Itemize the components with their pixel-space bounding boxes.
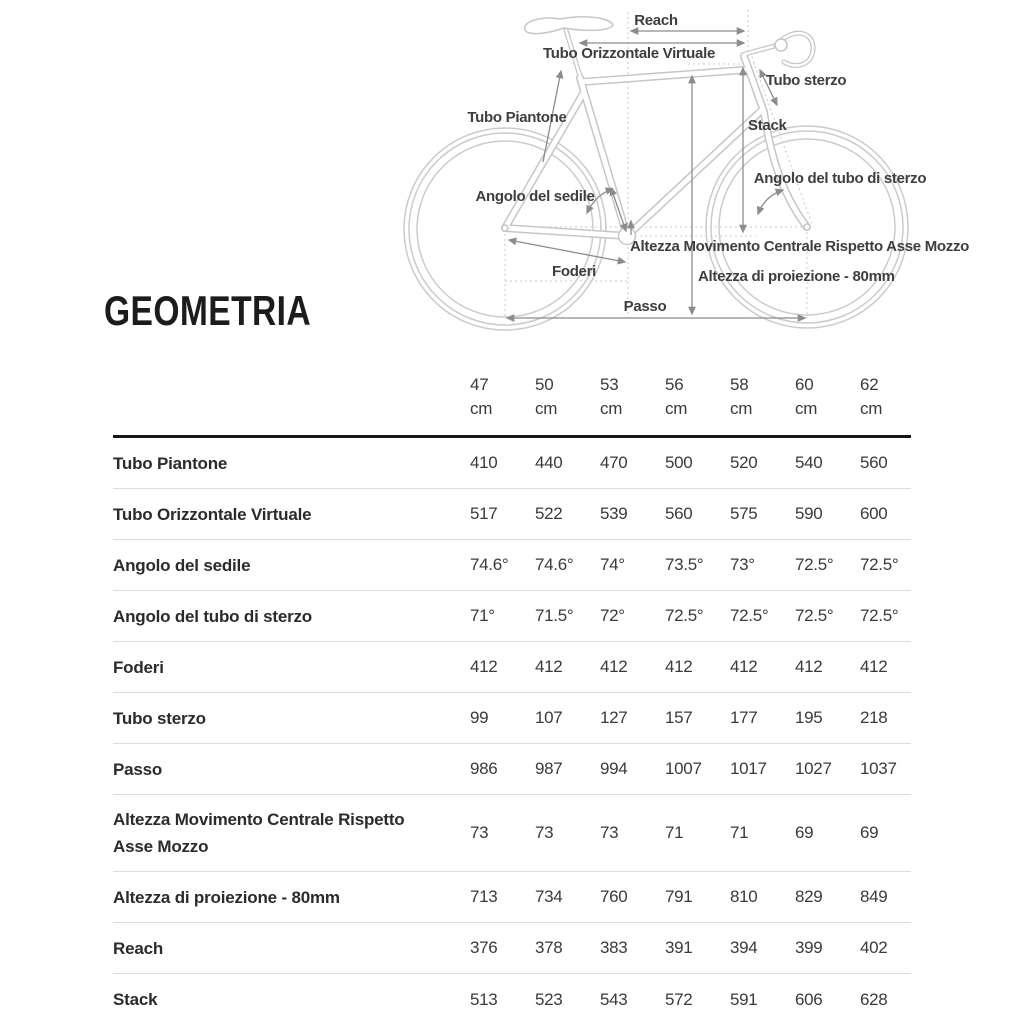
table-row bbox=[113, 591, 911, 642]
cell-value: 1017 bbox=[730, 759, 767, 778]
row-label: Passo bbox=[113, 759, 163, 779]
chainstay-arrow bbox=[509, 240, 625, 262]
cell-value: 69 bbox=[795, 823, 814, 842]
cell-value: 218 bbox=[860, 708, 888, 727]
cell-value: 74.6° bbox=[470, 555, 509, 574]
cell-value: 399 bbox=[795, 938, 823, 957]
table-body bbox=[113, 438, 911, 1025]
row-label: Stack bbox=[113, 990, 158, 1009]
table-header-row bbox=[113, 373, 911, 438]
cell-value: 402 bbox=[860, 938, 888, 957]
cell-value: 412 bbox=[600, 657, 628, 676]
cell-value: 986 bbox=[470, 759, 498, 778]
cell-value: 74° bbox=[600, 555, 625, 574]
cell-value: 543 bbox=[600, 989, 628, 1009]
table-row bbox=[113, 872, 911, 923]
cell-value: 994 bbox=[600, 759, 628, 778]
cell-value: 412 bbox=[795, 657, 823, 676]
label-seat-angle: Angolo del sedile bbox=[475, 188, 595, 205]
row-label: Tubo Piantone bbox=[113, 453, 228, 473]
label-projection-height: Altezza di proiezione - 80mm bbox=[698, 268, 895, 285]
cell-value: 410 bbox=[470, 453, 498, 472]
cell-value: 590 bbox=[795, 504, 823, 523]
cell-value: 791 bbox=[665, 887, 693, 906]
cell-value: 713 bbox=[470, 887, 498, 906]
cell-value: 195 bbox=[795, 708, 823, 727]
cell-value: 157 bbox=[665, 708, 693, 727]
cell-value: 440 bbox=[535, 453, 563, 472]
cell-value: 73 bbox=[600, 823, 619, 842]
cell-value: 376 bbox=[470, 938, 498, 957]
cell-value: 69 bbox=[860, 823, 879, 842]
cell-value: 849 bbox=[860, 887, 888, 906]
cell-value: 72.5° bbox=[860, 606, 899, 625]
cell-value: 71° bbox=[470, 606, 495, 625]
cell-value: 591 bbox=[730, 989, 758, 1009]
cell-value: 72.5° bbox=[795, 555, 834, 574]
cell-value: 127 bbox=[600, 708, 628, 727]
cell-value: 71 bbox=[730, 823, 749, 842]
cell-value: 760 bbox=[600, 887, 628, 906]
column-header: 62 cm bbox=[860, 375, 883, 418]
column-header: 56 cm bbox=[665, 375, 688, 418]
handlebar bbox=[775, 33, 813, 65]
cell-value: 600 bbox=[860, 504, 888, 523]
row-label: Angolo del sedile bbox=[113, 555, 251, 575]
label-wheelbase: Passo bbox=[623, 298, 667, 315]
cell-value: 1037 bbox=[860, 759, 897, 778]
label-reach: Reach bbox=[634, 12, 678, 29]
cell-value: 513 bbox=[470, 989, 498, 1009]
cell-value: 394 bbox=[730, 938, 758, 957]
cell-value: 412 bbox=[730, 657, 758, 676]
row-label: Altezza Movimento Centrale Rispetto Asse Mozzo bbox=[113, 810, 405, 856]
row-label: Tubo sterzo bbox=[113, 708, 206, 728]
head-angle-arc bbox=[758, 190, 783, 214]
cell-value: 500 bbox=[665, 453, 693, 472]
cell-value: 412 bbox=[665, 657, 693, 676]
row-label: Reach bbox=[113, 938, 164, 958]
cell-value: 560 bbox=[665, 504, 693, 523]
column-header: 53 cm bbox=[600, 375, 623, 418]
cell-value: 606 bbox=[795, 989, 823, 1009]
cell-value: 72.5° bbox=[795, 606, 834, 625]
table-row bbox=[113, 438, 911, 489]
cell-value: 412 bbox=[470, 657, 498, 676]
rear-hub bbox=[502, 225, 508, 231]
cell-value: 810 bbox=[730, 887, 758, 906]
cell-value: 520 bbox=[730, 453, 758, 472]
cell-value: 73 bbox=[535, 823, 554, 842]
cell-value: 829 bbox=[795, 887, 823, 906]
column-header: 50 cm bbox=[535, 375, 558, 418]
cell-value: 73.5° bbox=[665, 555, 704, 574]
cell-value: 539 bbox=[600, 504, 628, 523]
cell-value: 378 bbox=[535, 938, 563, 957]
cell-value: 74.6° bbox=[535, 555, 574, 574]
cell-value: 628 bbox=[860, 989, 888, 1009]
table-row bbox=[113, 642, 911, 693]
column-header: 60 cm bbox=[795, 375, 818, 418]
cell-value: 572 bbox=[665, 989, 693, 1009]
cell-value: 412 bbox=[535, 657, 563, 676]
label-chainstay: Foderi bbox=[551, 263, 597, 280]
cell-value: 72.5° bbox=[665, 606, 704, 625]
cell-value: 391 bbox=[665, 938, 693, 957]
front-hub bbox=[804, 224, 810, 230]
table-row bbox=[113, 489, 911, 540]
cell-value: 107 bbox=[535, 708, 563, 727]
cell-value: 73° bbox=[730, 555, 755, 574]
table-row bbox=[113, 974, 911, 1025]
cell-value: 412 bbox=[860, 657, 888, 676]
cell-value: 523 bbox=[535, 989, 563, 1009]
column-header: 58 cm bbox=[730, 375, 753, 418]
cell-value: 560 bbox=[860, 453, 888, 472]
label-top-tube: Tubo Orizzontale Virtuale bbox=[543, 45, 715, 62]
page-title: GEOMETRIA bbox=[104, 287, 312, 334]
header-spacer bbox=[113, 373, 470, 421]
cell-value: 1007 bbox=[665, 759, 702, 778]
label-bb-drop: Altezza Movimento Centrale Rispetto Asse Mozzo bbox=[630, 238, 970, 255]
cell-value: 72.5° bbox=[860, 555, 899, 574]
cell-value: 987 bbox=[535, 759, 563, 778]
cell-value: 71.5° bbox=[535, 606, 574, 625]
table-row bbox=[113, 795, 911, 872]
cell-value: 71 bbox=[665, 823, 684, 842]
label-head-tube: Tubo sterzo bbox=[765, 72, 847, 89]
cell-value: 540 bbox=[795, 453, 823, 472]
row-label: Foderi bbox=[113, 657, 164, 677]
row-label: Tubo Orizzontale Virtuale bbox=[113, 504, 312, 524]
cell-value: 99 bbox=[470, 708, 489, 727]
table-row bbox=[113, 693, 911, 744]
row-label: Altezza di proiezione - 80mm bbox=[113, 887, 340, 907]
table-row bbox=[113, 923, 911, 974]
geometry-table bbox=[113, 373, 911, 1025]
cell-value: 734 bbox=[535, 887, 563, 906]
column-header: 47 cm bbox=[470, 375, 493, 418]
cell-value: 522 bbox=[535, 504, 563, 523]
cell-value: 1027 bbox=[795, 759, 832, 778]
table-row bbox=[113, 744, 911, 795]
cell-value: 517 bbox=[470, 504, 498, 523]
table-row bbox=[113, 540, 911, 591]
cell-value: 177 bbox=[730, 708, 758, 727]
cell-value: 73 bbox=[470, 823, 489, 842]
label-seat-tube: Tubo Piantone bbox=[467, 109, 567, 126]
label-head-angle: Angolo del tubo di sterzo bbox=[753, 170, 927, 187]
cell-value: 470 bbox=[600, 453, 628, 472]
cell-value: 72.5° bbox=[730, 606, 769, 625]
row-label: Angolo del tubo di sterzo bbox=[113, 606, 312, 626]
label-stack: Stack bbox=[748, 117, 787, 134]
cell-value: 575 bbox=[730, 504, 758, 523]
cell-value: 383 bbox=[600, 938, 628, 957]
cell-value: 72° bbox=[600, 606, 625, 625]
